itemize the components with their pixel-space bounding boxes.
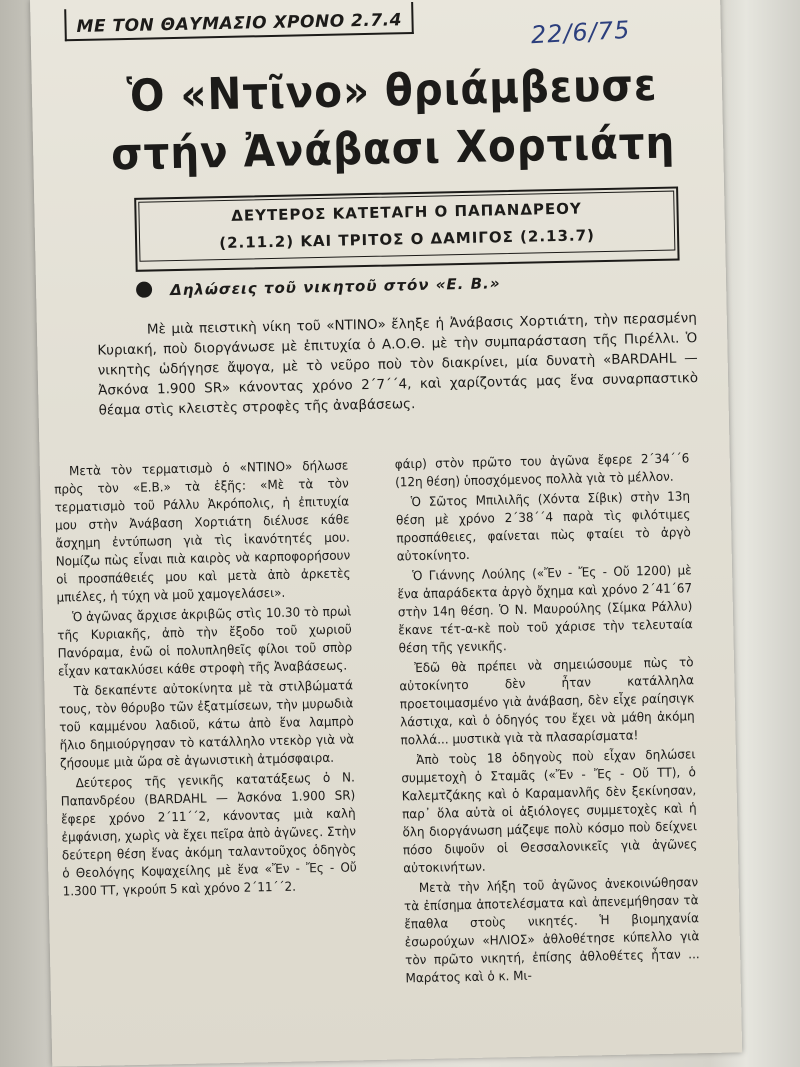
kicker-text: Δηλώσεις τοῦ νικητοῦ στόν «Ε. Β.» <box>169 274 501 300</box>
right-column <box>395 449 701 989</box>
subheadline-box <box>134 186 679 271</box>
section-tag: ΜΕ ΤΟΝ ΘΑΥΜΑΣΙΟ ΧΡΟΝΟ 2.7.4 <box>64 2 414 41</box>
right-paragraph: Μετὰ τὴν λήξη τοῦ ἀγῶνος ἀνεκοινώθησαν τὰ ἐπίσημα ἀποτελέσματα καὶ ἀπενεμήθησαν τὰ ἔπαθλα στοὺς νικητές. Ἡ βιομηχανία ἐσωρούχων «ΗΛΙΟΣ» ἀθλοθέτησε κύπελλο γιὰ τὸν πρῶτο νικητή, ἐπίσης ἀθλοθέτες ἦταν ... Μαράτος καὶ ὁ κ. Μι- <box>403 874 700 986</box>
left-paragraph: Δεύτερος τῆς γενικῆς κατατάξεως ὁ Ν. Παπανδρέου (BARDAHL — Ἀσκόνα 1.900 SR) ἔφερε χρόνο 2΄11΄΄2, κάνοντας μιὰ καλὴ ἐμφάνιση, χωρὶς νὰ ἔχει πεῖρα ἀπὸ ἀγῶνες. Στὴν δεύτερη θέση ἕνας ἀκόμη ταλαντοῦχος ὁδηγὸς ὁ Θεολόγης Κοψαχείλης μὲ ἕνα «Ἔν - Ἔς - Οὔ 1.300 ΤΤ, γκρούπ 5 καὶ χρόνο 2΄11΄΄2. <box>60 769 357 899</box>
right-paragraph: Ἐδῶ θὰ πρέπει νὰ σημειώσουμε πὼς τὸ αὐτοκίνητο δὲν ἦταν κατάλληλα προετοιμασμένο γιὰ ἀνάβαση, δὲν εἶχε ραίησιγκ λάστιχα, καὶ ὁ ὁδηγός του ἔχει νὰ μάθη ἀκόμη πολλά... μυστικὰ γιὰ τὰ πλασαρίσματα! <box>399 654 695 748</box>
headline-line-2: στήν Ἀνάβασι Χορτιάτη <box>110 117 676 181</box>
right-paragraph: Ὁ Γιάννης Λούλης («Ἔν - Ἔς - Οὔ 1200) μὲ ἕνα ἀπαράδεκτα ἀργὸ ὄχημα καὶ χρόνο 2΄41΄67 στὴν 14η θέση. Ὁ Ν. Μαυρούλης (Σίμκα Ράλλυ) ἔκανε τέτ-α-κὲ ποὺ τοῦ χάρισε τὴν τελευταία θέση τῆς γενικῆς. <box>397 562 693 656</box>
right-paragraph: φάιρ) στὸν πρῶτο του ἀγῶνα ἔφερε 2΄34΄΄6 (12η θέση) ὑποσχόμενος πολλὰ γιὰ τὸ μέλλον. <box>394 450 690 490</box>
headline-line-1: Ὁ «Ντῖνο» θριάμβευσε <box>126 59 658 122</box>
headline <box>97 56 688 184</box>
left-paragraph: Τὰ δεκαπέντε αὐτοκίνητα μὲ τὰ στιλβώματά τους, τὸν θόρυβο τῶν ἐξατμίσεων, τὴν μυρωδιὰ τοῦ καμμένου λαδιοῦ, κάτω ἀπὸ ἕνα λαμπρὸ ἥλιο δημιούργησαν τὸ κατάλληλο ντεκὸρ γιὰ νὰ ζήσουμε μιὰ ὥρα σὲ ἀγωνιστικὴ ἀτμόσφαιρα. <box>58 677 355 771</box>
subheadline-line-1: ΔΕΥΤΕΡΟΣ ΚΑΤΕΤΑΓΗ Ο ΠΑΠΑΝΔΡΕΟΥ <box>231 199 582 225</box>
bullet-icon <box>136 282 152 298</box>
handwritten-date: 22/6/75 <box>530 15 632 50</box>
newspaper-clipping <box>30 0 742 1067</box>
right-paragraph: Ὁ Σῶτος Μπιλιλῆς (Χόντα Σίβικ) στὴν 13η θέση μὲ χρόνο 2΄38΄΄4 παρὰ τὶς φιλότιμες προσπάθειες, φαίνεται πὼς φταίει τὸ ἀργὸ αὐτοκίνητο. <box>395 488 691 564</box>
subheadline-line-2: (2.11.2) ΚΑΙ ΤΡΙΤΟΣ Ο ΔΑΜΙΓΟΣ (2.13.7) <box>219 226 596 253</box>
subheadline-inner <box>138 191 675 262</box>
left-column <box>54 456 358 902</box>
lead-paragraph: Μὲ μιὰ πειστικὴ νίκη τοῦ «ΝΤΙΝΟ» ἔληξε ἡ Ἀνάβασις Χορτιάτη, τὴν περασμένη Κυριακή, ποὺ διοργάνωσε μὲ ἐπιτυχία ὁ Α.Ο.Θ. μὲ τὴν συμπαράσταση τῆς Πιρέλλι. Ὁ νικητὴς ὡδήγησε ἄψογα, μὲ τὸ νεῦρο ποὺ τὸν διακρίνει, μία δυνατὴ «BARDAHL — Ἀσκόνα 1.900 SR» κάνοντας χρόνο 2΄7΄΄4, καὶ χαρίζοντάς μας ἕνα συναρπαστικὸ θέαμα στὶς κλειστὲς στροφὲς τῆς ἀναβάσεως. <box>97 310 699 419</box>
right-paragraph: Ἀπὸ τοὺς 18 ὁδηγοὺς ποὺ εἶχαν δηλώσει συμμετοχὴ ὁ Σταμᾶς («Ἔν - Ἔς - Οὔ ΤΤ), ὁ Καλεμτζάκης καὶ ὁ Καραμανλῆς δὲν ξεκίνησαν, παρ᾽ ὅλα αὐτὰ οἱ ἀξιόλογες συμμετοχὲς καὶ ἡ ὅλη διοργάνωση μάζεψε πολὺ κόσμο ποὺ δείχνει πόσο διψοῦν οἱ Θεσσαλονικεῖς γιὰ ἀγῶνες αὐτοκινήτων. <box>401 746 698 876</box>
left-paragraph: Μετὰ τὸν τερματισμὸ ὁ «ΝΤΙΝΟ» δήλωσε πρὸς τὸν «Ε.Β.» τὰ ἑξῆς: «Μὲ τὰ τὸν τερματισμὸ τοῦ Ράλλυ Ἀκρόπολις, ἡ ἐπιτυχία μου στὴν Ἀνάβαση Χορτιάτη διέλυσε κάθε ἄσχημη ἐντύπωση γιὰ τὶς ἱκανότητές μου. Νομίζω πὼς εἶναι πιὰ καιρὸς νὰ καρποφορήσουν οἱ προσπάθειές μου καὶ μετὰ ἀπὸ ἀρκετὲς μπιέλες, ἡ τύχη νὰ μοῦ χαμογελάσει». <box>54 457 351 605</box>
left-paragraph: Ὁ ἀγῶνας ἄρχισε ἀκριβῶς στὶς 10.30 τὸ πρωὶ τῆς Κυριακῆς, ἀπὸ τὴν ἔξοδο τοῦ χωριοῦ Πανόραμα, ἐνῶ οἱ πολυπληθεῖς φίλοι τοῦ σπὸρ εἶχαν κατακλύσει κάθε στροφὴ τῆς Ἀναβάσεως. <box>57 603 353 679</box>
kicker <box>136 270 696 300</box>
